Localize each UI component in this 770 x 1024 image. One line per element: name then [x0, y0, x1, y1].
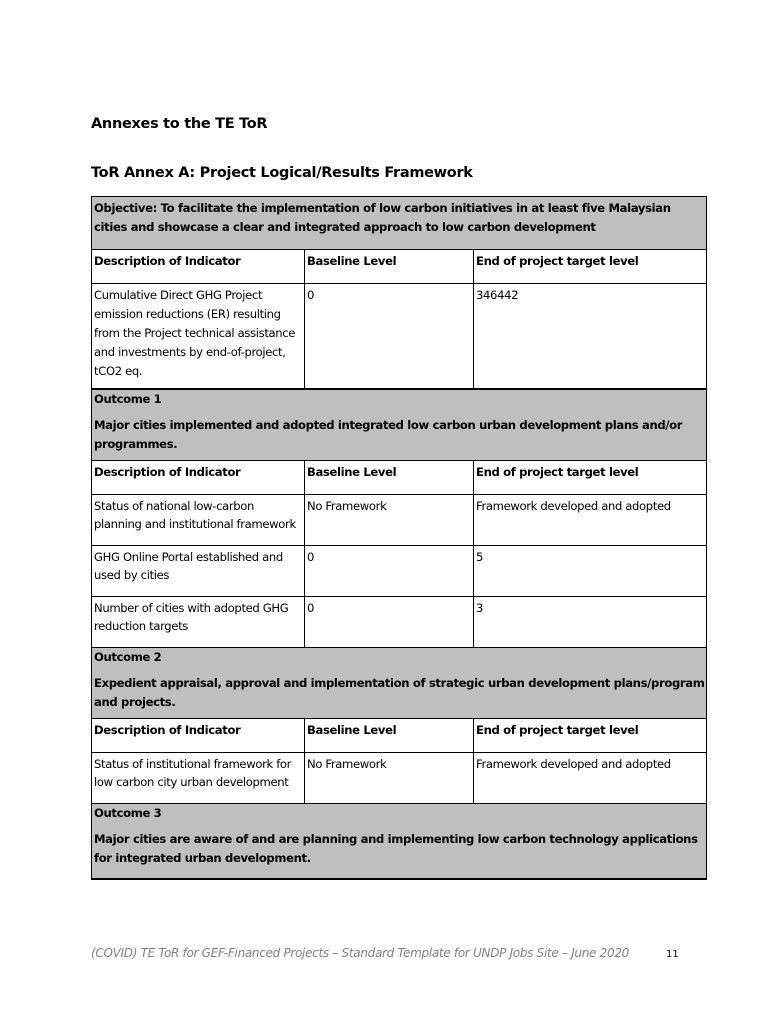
outcome-2: [92, 647, 707, 718]
table-row: [92, 494, 707, 545]
header-description: Description of Indicator: [92, 250, 305, 284]
indicator-baseline: No Framework: [305, 494, 474, 545]
header-row: [92, 718, 707, 752]
header-target: End of project target level: [474, 460, 707, 494]
heading-annexes: Annexes to the TE ToR: [91, 116, 268, 132]
header-target: End of project target level: [474, 250, 707, 284]
outcome-label: Outcome 1: [94, 391, 162, 406]
outcome-text: Expedient appraisal, approval and implementation of strategic urban development plans/program and projects.: [94, 676, 705, 710]
indicator-baseline: 0: [305, 284, 474, 389]
header-row: [92, 250, 707, 284]
table-row: [92, 284, 707, 389]
table-row: [92, 752, 707, 803]
indicator-target: 346442: [474, 284, 707, 389]
footer-text: (COVID) TE ToR for GEF-Financed Projects – Standard Template for UNDP Jobs Site – June 2020: [91, 946, 629, 960]
outcome-row: [92, 389, 707, 461]
outcome-row: [92, 647, 707, 718]
objective-row: [92, 197, 707, 250]
outcome-3: [92, 803, 707, 879]
indicator-baseline: 0: [305, 545, 474, 596]
header-row: [92, 460, 707, 494]
header-target: End of project target level: [474, 718, 707, 752]
page-number: 11: [666, 949, 679, 960]
outcome-label: Outcome 2: [94, 649, 162, 664]
table-row: [92, 545, 707, 596]
header-description: Description of Indicator: [92, 460, 305, 494]
indicator-target: Framework developed and adopted: [474, 752, 707, 803]
indicator-target: 3: [474, 596, 707, 647]
indicator-description: GHG Online Portal established and used by cities: [92, 545, 305, 596]
outcome-text: Major cities implemented and adopted integrated low carbon urban development plans and/or programmes.: [94, 418, 683, 452]
indicator-target: Framework developed and adopted: [474, 494, 707, 545]
heading-annex-a: ToR Annex A: Project Logical/Results Framework: [91, 165, 473, 181]
header-baseline: Baseline Level: [305, 250, 474, 284]
outcome-row: [92, 803, 707, 879]
indicator-baseline: No Framework: [305, 752, 474, 803]
indicator-description: Number of cities with adopted GHG reduction targets: [92, 596, 305, 647]
outcome-1: [92, 389, 707, 461]
indicator-target: 5: [474, 545, 707, 596]
outcome-label: Outcome 3: [94, 805, 162, 820]
indicator-description: Cumulative Direct GHG Project emission reductions (ER) resulting from the Project technical assistance and investments by end-of-project, tCO2 eq.: [92, 284, 305, 389]
results-framework-table: [91, 196, 707, 880]
header-baseline: Baseline Level: [305, 460, 474, 494]
header-baseline: Baseline Level: [305, 718, 474, 752]
indicator-description: Status of national low-carbon planning and institutional framework: [92, 494, 305, 545]
objective-text: Objective: To facilitate the implementation of low carbon initiatives in at least five Malaysian cities and showcase a clear and integrated approach to low carbon development: [92, 197, 707, 250]
table-row: [92, 596, 707, 647]
outcome-text: Major cities are aware of and are planning and implementing low carbon technology applications for integrated urban development.: [94, 832, 698, 866]
indicator-baseline: 0: [305, 596, 474, 647]
indicator-description: Status of institutional framework for low carbon city urban development: [92, 752, 305, 803]
header-description: Description of Indicator: [92, 718, 305, 752]
